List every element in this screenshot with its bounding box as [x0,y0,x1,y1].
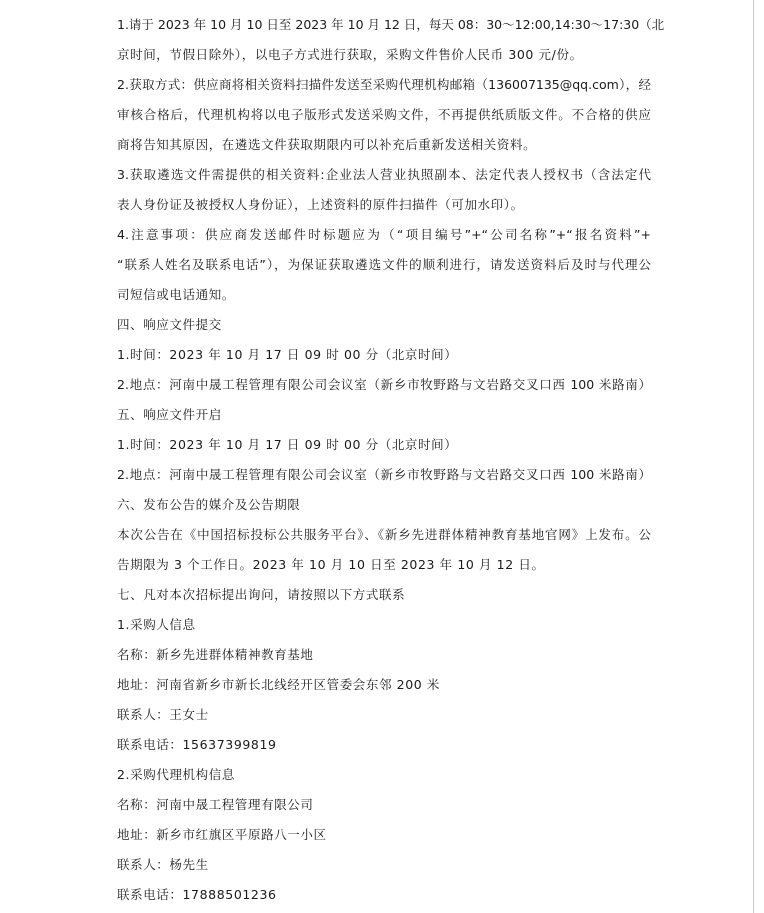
paragraph-line: 商将告知其原因，在遴选文件获取期限内可以补充后重新发送相关资料。 [117,137,537,152]
subsection-heading: 2.采购代理机构信息 [117,767,235,782]
paragraph-line: 4.注意事项：供应商发送邮件时标题应为（“项目编号”+“公司名称”+“报名资料”+ [117,227,651,242]
contact-line: 联系电话：17888501236 [117,887,277,902]
paragraph-line: 司短信或电话通知。 [117,287,235,302]
contact-line: 联系人：杨先生 [117,857,209,872]
paragraph-line: 审核合格后，代理机构将以电子版形式发送采购文件，不再提供纸质版文件。不合格的供应 [117,107,651,122]
contact-line: 地址：新乡市红旗区平原路八一小区 [117,827,327,842]
paragraph-line: 3.获取遴选文件需提供的相关资料:企业法人营业执照副本、法定代表人授权书（含法定代 [117,167,651,182]
paragraph-line: 1.时间：2023 年 10 月 17 日 09 时 00 分（北京时间） [117,347,458,362]
paragraph-line: 2.地点：河南中晟工程管理有限公司会议室（新乡市牧野路与文岩路交叉口西 100 米路南） [117,377,651,392]
document-body [117,10,665,910]
paragraph-line: 京时间，节假日除外），以电子方式进行获取，采购文件售价人民币 300 元/份。 [117,47,583,62]
paragraph-line: 表人身份证及被授权人身份证），上述资料的原件扫描件（可加水印）。 [117,197,524,212]
contact-line: 联系人：王女士 [117,707,209,722]
section-heading: 五、响应文件开启 [117,407,222,422]
paragraph-line: 本次公告在《中国招标投标公共服务平台》、《新乡先进群体精神教育基地官网》上发布。公 [117,527,651,542]
paragraph-line: 1.时间：2023 年 10 月 17 日 09 时 00 分（北京时间） [117,437,458,452]
contact-line: 名称：河南中晟工程管理有限公司 [117,797,314,812]
paragraph-line: “联系人姓名及联系电话”），为保证获取遴选文件的顺利进行，请发送资料后及时与代理公 [117,257,651,272]
subsection-heading: 1.采购人信息 [117,617,196,632]
section-heading: 七、凡对本次招标提出询问，请按照以下方式联系 [117,587,406,602]
paragraph-line: 2.地点：河南中晟工程管理有限公司会议室（新乡市牧野路与文岩路交叉口西 100 米路南） [117,467,651,482]
contact-line: 名称：新乡先进群体精神教育基地 [117,647,314,662]
paragraph-line: 2.获取方式：供应商将相关资料扫描件发送至采购代理机构邮箱（136007135@qq.com），经 [117,77,651,92]
contact-line: 地址：河南省新乡市新长北线经开区管委会东邻 200 米 [117,677,441,692]
paragraph-line: 告期限为 3 个工作日。2023 年 10 月 10 日至 2023 年 10 月 12 日。 [117,557,545,572]
section-heading: 六、发布公告的媒介及公告期限 [117,497,301,512]
section-heading: 四、响应文件提交 [117,317,222,332]
contact-line: 联系电话：15637399819 [117,737,277,752]
paragraph-line: 1.请于 2023 年 10 月 10 日至 2023 年 10 月 12 日，每天 08：30～12:00,14:30～17:30（北 [117,17,665,32]
